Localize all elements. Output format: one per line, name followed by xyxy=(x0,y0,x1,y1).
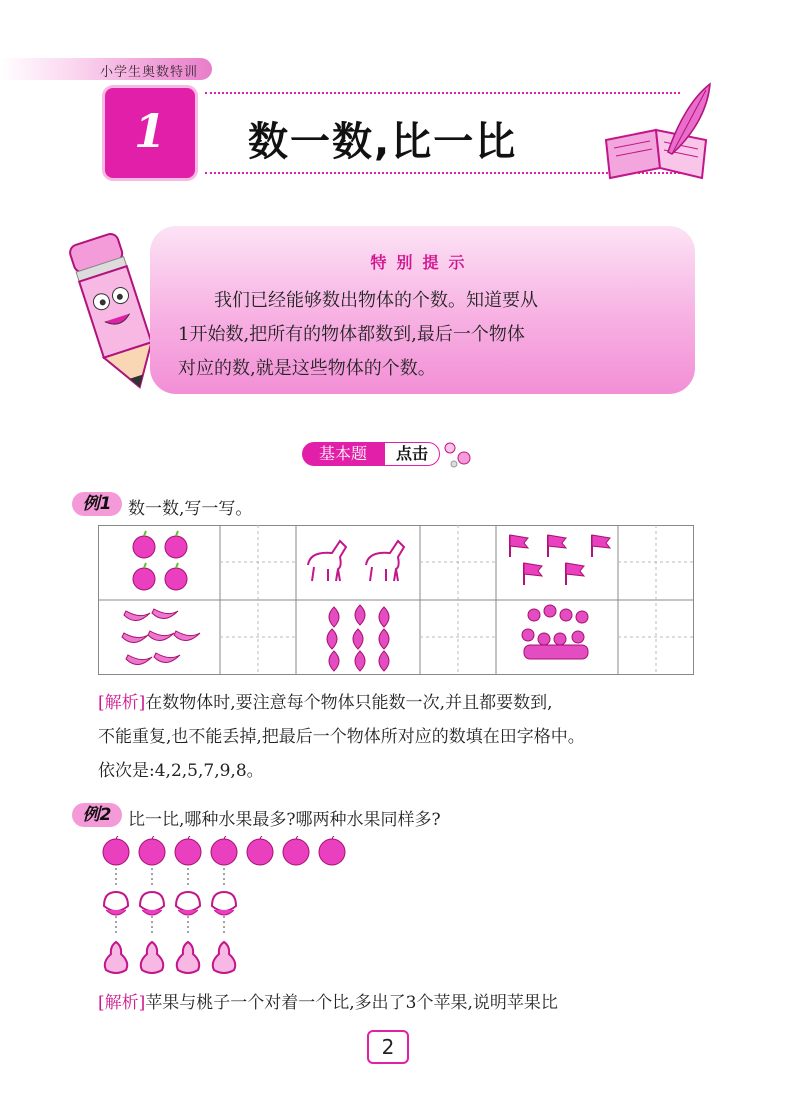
basic-problems-badge: 基本题 xyxy=(302,442,384,466)
pear-row xyxy=(105,942,235,973)
tip-text xyxy=(178,284,658,386)
example2-label: 例2 xyxy=(72,803,122,827)
example2-analysis xyxy=(98,986,718,1020)
analysis-label: [解析] xyxy=(98,693,146,713)
apple-group xyxy=(133,531,187,590)
series-banner xyxy=(0,58,212,80)
tip-line: 对应的数,就是这些物体的个数。 xyxy=(178,358,436,379)
analysis-line: 在数物体时,要注意每个物体只能数一次,并且都要数到, xyxy=(145,693,553,713)
fruit-comparison xyxy=(98,836,368,978)
counting-grid xyxy=(98,525,694,675)
tip-line: 1开始数,把所有的物体都数到,最后一个物体 xyxy=(178,324,525,345)
chapter-title: 数一数,比一比 xyxy=(248,119,518,165)
apple-row xyxy=(103,836,345,865)
analysis-label: [解析] xyxy=(98,993,146,1013)
book-quill-illustration xyxy=(598,82,718,182)
peach-row xyxy=(104,892,236,915)
series-title: 小学生奥数特训 xyxy=(99,65,198,80)
example1-analysis xyxy=(98,686,718,788)
horse-group xyxy=(308,541,404,581)
example1-label: 例1 xyxy=(72,492,122,516)
people-group xyxy=(522,605,588,659)
leaf-group xyxy=(327,605,389,671)
click-badge: 点击 xyxy=(384,442,440,466)
banana-group xyxy=(122,609,200,665)
tip-line: 我们已经能够数出物体的个数。知道要从 xyxy=(214,290,538,311)
flag-group xyxy=(510,535,610,585)
analysis-line: 依次是:4,2,5,7,9,8。 xyxy=(98,761,264,781)
analysis-line: 不能重复,也不能丢掉,把最后一个物体所对应的数填在田字格中。 xyxy=(98,727,585,747)
page-number: 2 xyxy=(367,1030,409,1064)
bubbles-decoration xyxy=(440,440,476,470)
chapter-number: 1 xyxy=(133,104,166,158)
example2-question: 比一比,哪种水果最多?哪两种水果同样多? xyxy=(128,810,441,830)
analysis-line: 苹果与桃子一个对着一个比,多出了3个苹果,说明苹果比 xyxy=(145,993,558,1013)
example1-question: 数一数,写一写。 xyxy=(128,499,253,519)
tip-title: 特别提示 xyxy=(370,253,475,272)
